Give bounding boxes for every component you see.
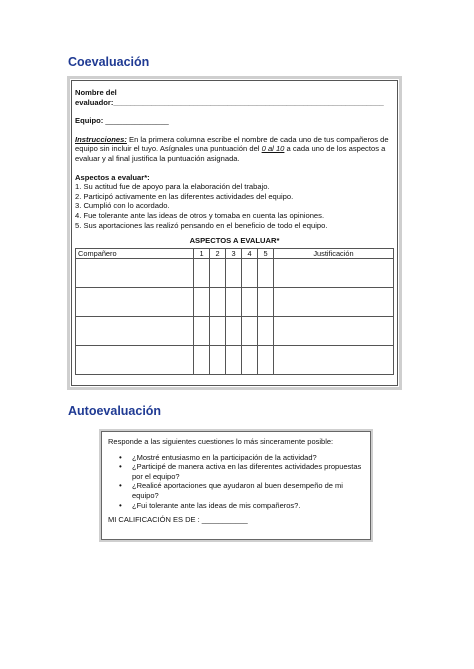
cell-score[interactable] [242,346,258,375]
list-item [119,481,364,500]
cell-justificacion[interactable] [274,259,394,288]
cell-score[interactable] [226,317,242,346]
aspectos-table-title: ASPECTOS A EVALUAR* [189,236,280,246]
cell-score[interactable] [210,259,226,288]
aspecto-item: 1. Su actitud fue de apoyo para la elaboración del trabajo. [75,182,270,192]
header-companero: Compañero [76,248,194,259]
cell-score[interactable] [210,288,226,317]
cell-score[interactable] [194,259,210,288]
cell-score[interactable] [258,288,274,317]
instrucciones-text-1: En la primera columna escribe el nombre de cada uno de tus compañeros de [126,134,389,144]
nombre-label: Nombre del [75,88,117,97]
table-row [76,317,394,346]
question-text: ¿Fui tolerante ante las ideas de mis compañeros?. [132,500,301,510]
cell-score[interactable] [258,317,274,346]
header-4: 4 [242,248,258,259]
bullet-icon: • [119,481,122,491]
cell-score[interactable] [258,259,274,288]
coevaluacion-title: Coevaluación [68,55,150,69]
cell-companero[interactable] [76,288,194,317]
cell-companero[interactable] [76,346,194,375]
cell-score[interactable] [242,317,258,346]
question-text: ¿Participé de manera activa en las diferentes actividades propuestas por el equipo? [132,462,362,481]
instrucciones-label: Instrucciones: [75,134,127,144]
aspecto-item: 4. Fue tolerante ante las ideas de otros y tomaba en cuenta las opiniones. [75,210,325,220]
cell-score[interactable] [242,259,258,288]
cell-companero[interactable] [76,317,194,346]
header-3: 3 [226,248,242,259]
question-text: ¿Mostré entusiasmo en la participación de la actividad? [132,452,317,462]
calificacion-field[interactable]: MI CALIFICACIÓN ES DE : ___________ [108,515,248,525]
aspecto-item: 3. Cumplió con lo acordado. [75,201,170,211]
aspecto-item: 2. Participó activamente en las diferentes actividades del equipo. [75,191,294,201]
cell-justificacion[interactable] [274,288,394,317]
cell-score[interactable] [242,288,258,317]
cell-justificacion[interactable] [274,317,394,346]
coevaluacion-box [67,76,402,390]
autoevaluacion-box-inner [101,431,371,540]
cell-score[interactable] [210,317,226,346]
evaluation-table [75,248,394,376]
aspectos-label: Aspectos a evaluar*: [75,172,150,182]
instrucciones-text-4: evaluar y al final justifica la puntuación asignada. [75,153,240,163]
equipo-field[interactable]: _______________ [103,116,169,126]
header-2: 2 [210,248,226,259]
cell-score[interactable] [210,346,226,375]
cell-score[interactable] [258,346,274,375]
aspecto-item: 5. Sus aportaciones las realizó pensando en el beneficio de todo el equipo. [75,220,328,230]
header-5: 5 [258,248,274,259]
table-row [76,346,394,375]
list-item [119,500,364,511]
autoevaluacion-title: Autoevaluación [68,404,162,418]
bullet-icon: • [119,462,122,472]
list-item [119,452,364,463]
cell-score[interactable] [194,346,210,375]
cell-score[interactable] [194,317,210,346]
cell-justificacion[interactable] [274,346,394,375]
cell-companero[interactable] [76,259,194,288]
question-text: ¿Realicé aportaciones que ayudaron al buen desempeño de mi equipo? [132,481,343,500]
cell-score[interactable] [226,259,242,288]
table-row [76,288,394,317]
autoevaluacion-box [99,429,373,542]
equipo-label: Equipo: [75,116,104,126]
cell-score[interactable] [226,346,242,375]
cell-score[interactable] [226,288,242,317]
instrucciones-text-3: a cada uno de los aspectos a [284,144,386,154]
table-header-row [76,248,394,259]
header-1: 1 [194,248,210,259]
cell-score[interactable] [194,288,210,317]
bullet-icon: • [119,452,122,462]
autoevaluacion-question-list [108,453,364,511]
instrucciones-range: 0 al 10 [261,144,285,154]
nombre-evaluador-field[interactable]: evaluador:________________________________________________________________ [75,97,384,107]
header-justificacion: Justificación [274,248,394,259]
autoevaluacion-intro: Responde a las siguientes cuestiones lo más sinceramente posible: [108,437,334,446]
list-item [119,462,364,481]
bullet-icon: • [119,500,122,510]
instrucciones-text-2: equipo sin incluir el tuyo. Asígnales una puntuación del [75,144,262,154]
coevaluacion-box-inner [71,80,398,386]
table-row [76,259,394,288]
